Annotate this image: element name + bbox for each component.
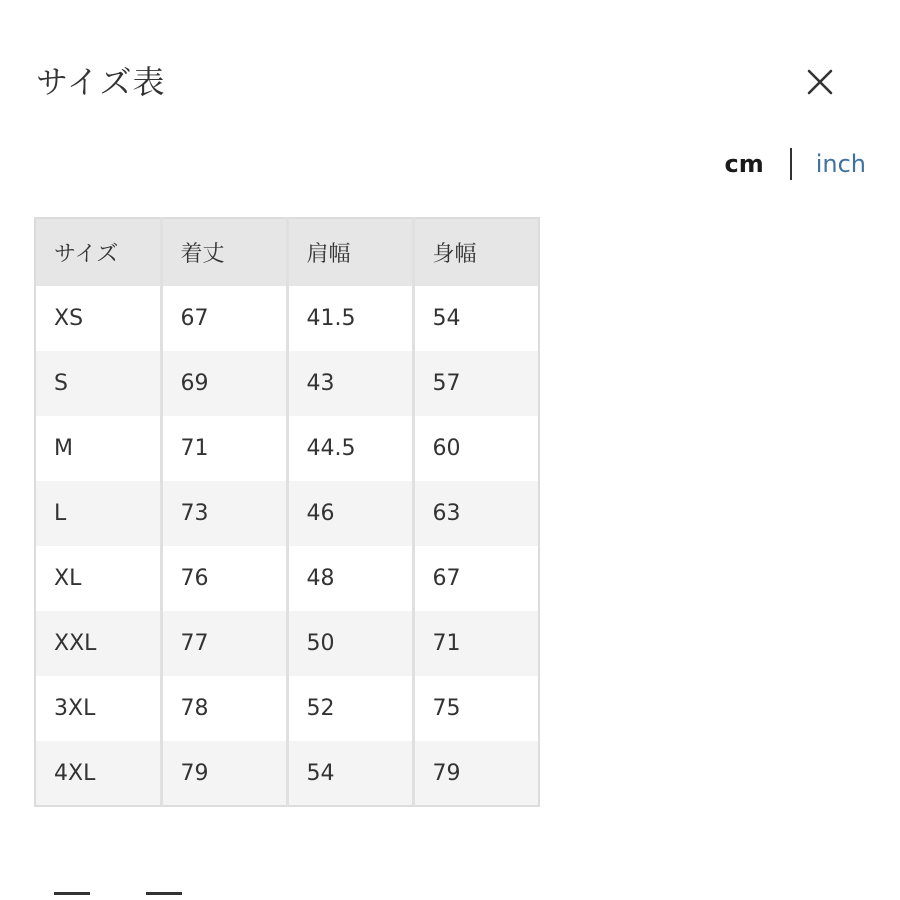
cell-width: 57 bbox=[413, 351, 539, 416]
table-row bbox=[35, 741, 539, 806]
cell-width: 63 bbox=[413, 481, 539, 546]
cell-length: 78 bbox=[161, 676, 287, 741]
header-width: 身幅 bbox=[413, 218, 539, 286]
close-button[interactable] bbox=[800, 62, 840, 102]
cell-size: M bbox=[35, 416, 161, 481]
close-icon bbox=[800, 62, 840, 102]
cell-size: XS bbox=[35, 286, 161, 351]
cell-shoulder: 43 bbox=[287, 351, 413, 416]
cell-shoulder: 48 bbox=[287, 546, 413, 611]
cell-length: 71 bbox=[161, 416, 287, 481]
cell-length: 67 bbox=[161, 286, 287, 351]
header-size: サイズ bbox=[35, 218, 161, 286]
table-row bbox=[35, 481, 539, 546]
cell-length: 77 bbox=[161, 611, 287, 676]
cell-length: 79 bbox=[161, 741, 287, 806]
table-row bbox=[35, 286, 539, 351]
cell-width: 67 bbox=[413, 546, 539, 611]
table-row bbox=[35, 611, 539, 676]
table-row bbox=[35, 546, 539, 611]
cut-off-next-section bbox=[54, 892, 182, 895]
cell-shoulder: 52 bbox=[287, 676, 413, 741]
cell-size: 4XL bbox=[35, 741, 161, 806]
cell-size: S bbox=[35, 351, 161, 416]
partial-glyph bbox=[146, 892, 182, 895]
cell-length: 69 bbox=[161, 351, 287, 416]
cell-width: 75 bbox=[413, 676, 539, 741]
cell-length: 73 bbox=[161, 481, 287, 546]
cell-width: 71 bbox=[413, 611, 539, 676]
cell-size: XXL bbox=[35, 611, 161, 676]
cell-shoulder: 50 bbox=[287, 611, 413, 676]
cell-shoulder: 46 bbox=[287, 481, 413, 546]
cell-shoulder: 44.5 bbox=[287, 416, 413, 481]
cell-length: 76 bbox=[161, 546, 287, 611]
table-row bbox=[35, 416, 539, 481]
size-table bbox=[34, 217, 540, 807]
cell-shoulder: 41.5 bbox=[287, 286, 413, 351]
unit-switch bbox=[724, 146, 866, 182]
cell-shoulder: 54 bbox=[287, 741, 413, 806]
header-length: 着丈 bbox=[161, 218, 287, 286]
cell-size: L bbox=[35, 481, 161, 546]
unit-cm-option[interactable]: cm bbox=[724, 150, 764, 178]
unit-inch-option[interactable]: inch bbox=[815, 150, 866, 178]
header-shoulder: 肩幅 bbox=[287, 218, 413, 286]
cell-size: 3XL bbox=[35, 676, 161, 741]
table-row bbox=[35, 351, 539, 416]
table-row bbox=[35, 676, 539, 741]
table-header-row bbox=[35, 218, 539, 286]
cell-size: XL bbox=[35, 546, 161, 611]
partial-glyph bbox=[54, 892, 90, 895]
page-title: サイズ表 bbox=[36, 63, 166, 101]
cell-width: 60 bbox=[413, 416, 539, 481]
cell-width: 79 bbox=[413, 741, 539, 806]
cell-width: 54 bbox=[413, 286, 539, 351]
unit-separator bbox=[790, 148, 792, 180]
